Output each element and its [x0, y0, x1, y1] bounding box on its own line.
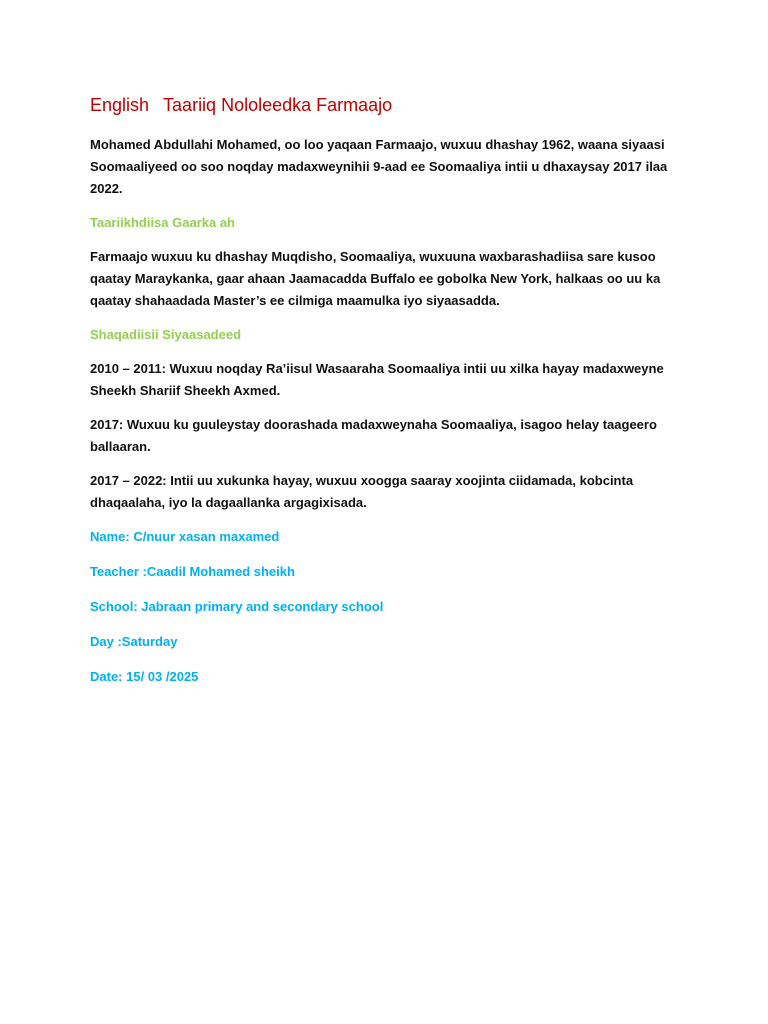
career-paragraph-2017-2022: 2017 – 2022: Intii uu xukunka hayay, wuxuu xoogga saaray xoojinta ciidamada, kobcinta dhaqaalaha, iyo la dagaallanka argagixisada.: [90, 473, 634, 510]
intro-paragraph: Mohamed Abdullahi Mohamed, oo loo yaqaan Farmaajo, wuxuu dhashay 1962, waana siyaasi Soomaaliyeed oo soo noqday madaxweynihii 9-aad ee Soomaaliya intii u dhaxaysay 2017 ilaa 2022.: [90, 137, 668, 196]
personal-history-paragraph: Farmaajo wuxuu ku dhashay Muqdisho, Soomaaliya, wuxuuna waxbarashadiisa sare kusoo qaatay Maraykanka, gaar ahaan Jaamacadda Buffalo ee gobolka New York, halkaas oo uu ka qaatay shahaadada Master’s ee cilmiga maamulka iyo siyaasadda.: [90, 249, 661, 308]
school-name: School: Jabraan primary and secondary school: [90, 599, 384, 614]
section-heading-political-career: Shaqadiisii Siyaasadeed: [90, 327, 242, 342]
document-title: [90, 92, 680, 118]
date-label: Date: 15/ 03 /2025: [90, 669, 199, 684]
day-label: Day :Saturday: [90, 634, 178, 649]
title-language: English: [90, 95, 150, 115]
career-paragraph-2017: 2017: Wuxuu ku guuleystay doorashada madaxweynaha Soomaaliya, isagoo helay taageero ballaaran.: [90, 417, 657, 454]
title-text: Taariiq Nololeedka Farmaajo: [163, 95, 393, 115]
section-heading-personal-history: Taariikhdiisa Gaarka ah: [90, 215, 235, 230]
career-paragraph-2010: 2010 – 2011: Wuxuu noqday Ra’iisul Wasaaraha Soomaaliya intii uu xilka hayay madaxweyne Sheekh Shariif Sheekh Axmed.: [90, 361, 664, 398]
teacher-name: Teacher :Caadil Mohamed sheikh: [90, 564, 295, 579]
document-page: [90, 92, 680, 701]
student-name: Name: C/nuur xasan maxamed: [90, 529, 280, 544]
